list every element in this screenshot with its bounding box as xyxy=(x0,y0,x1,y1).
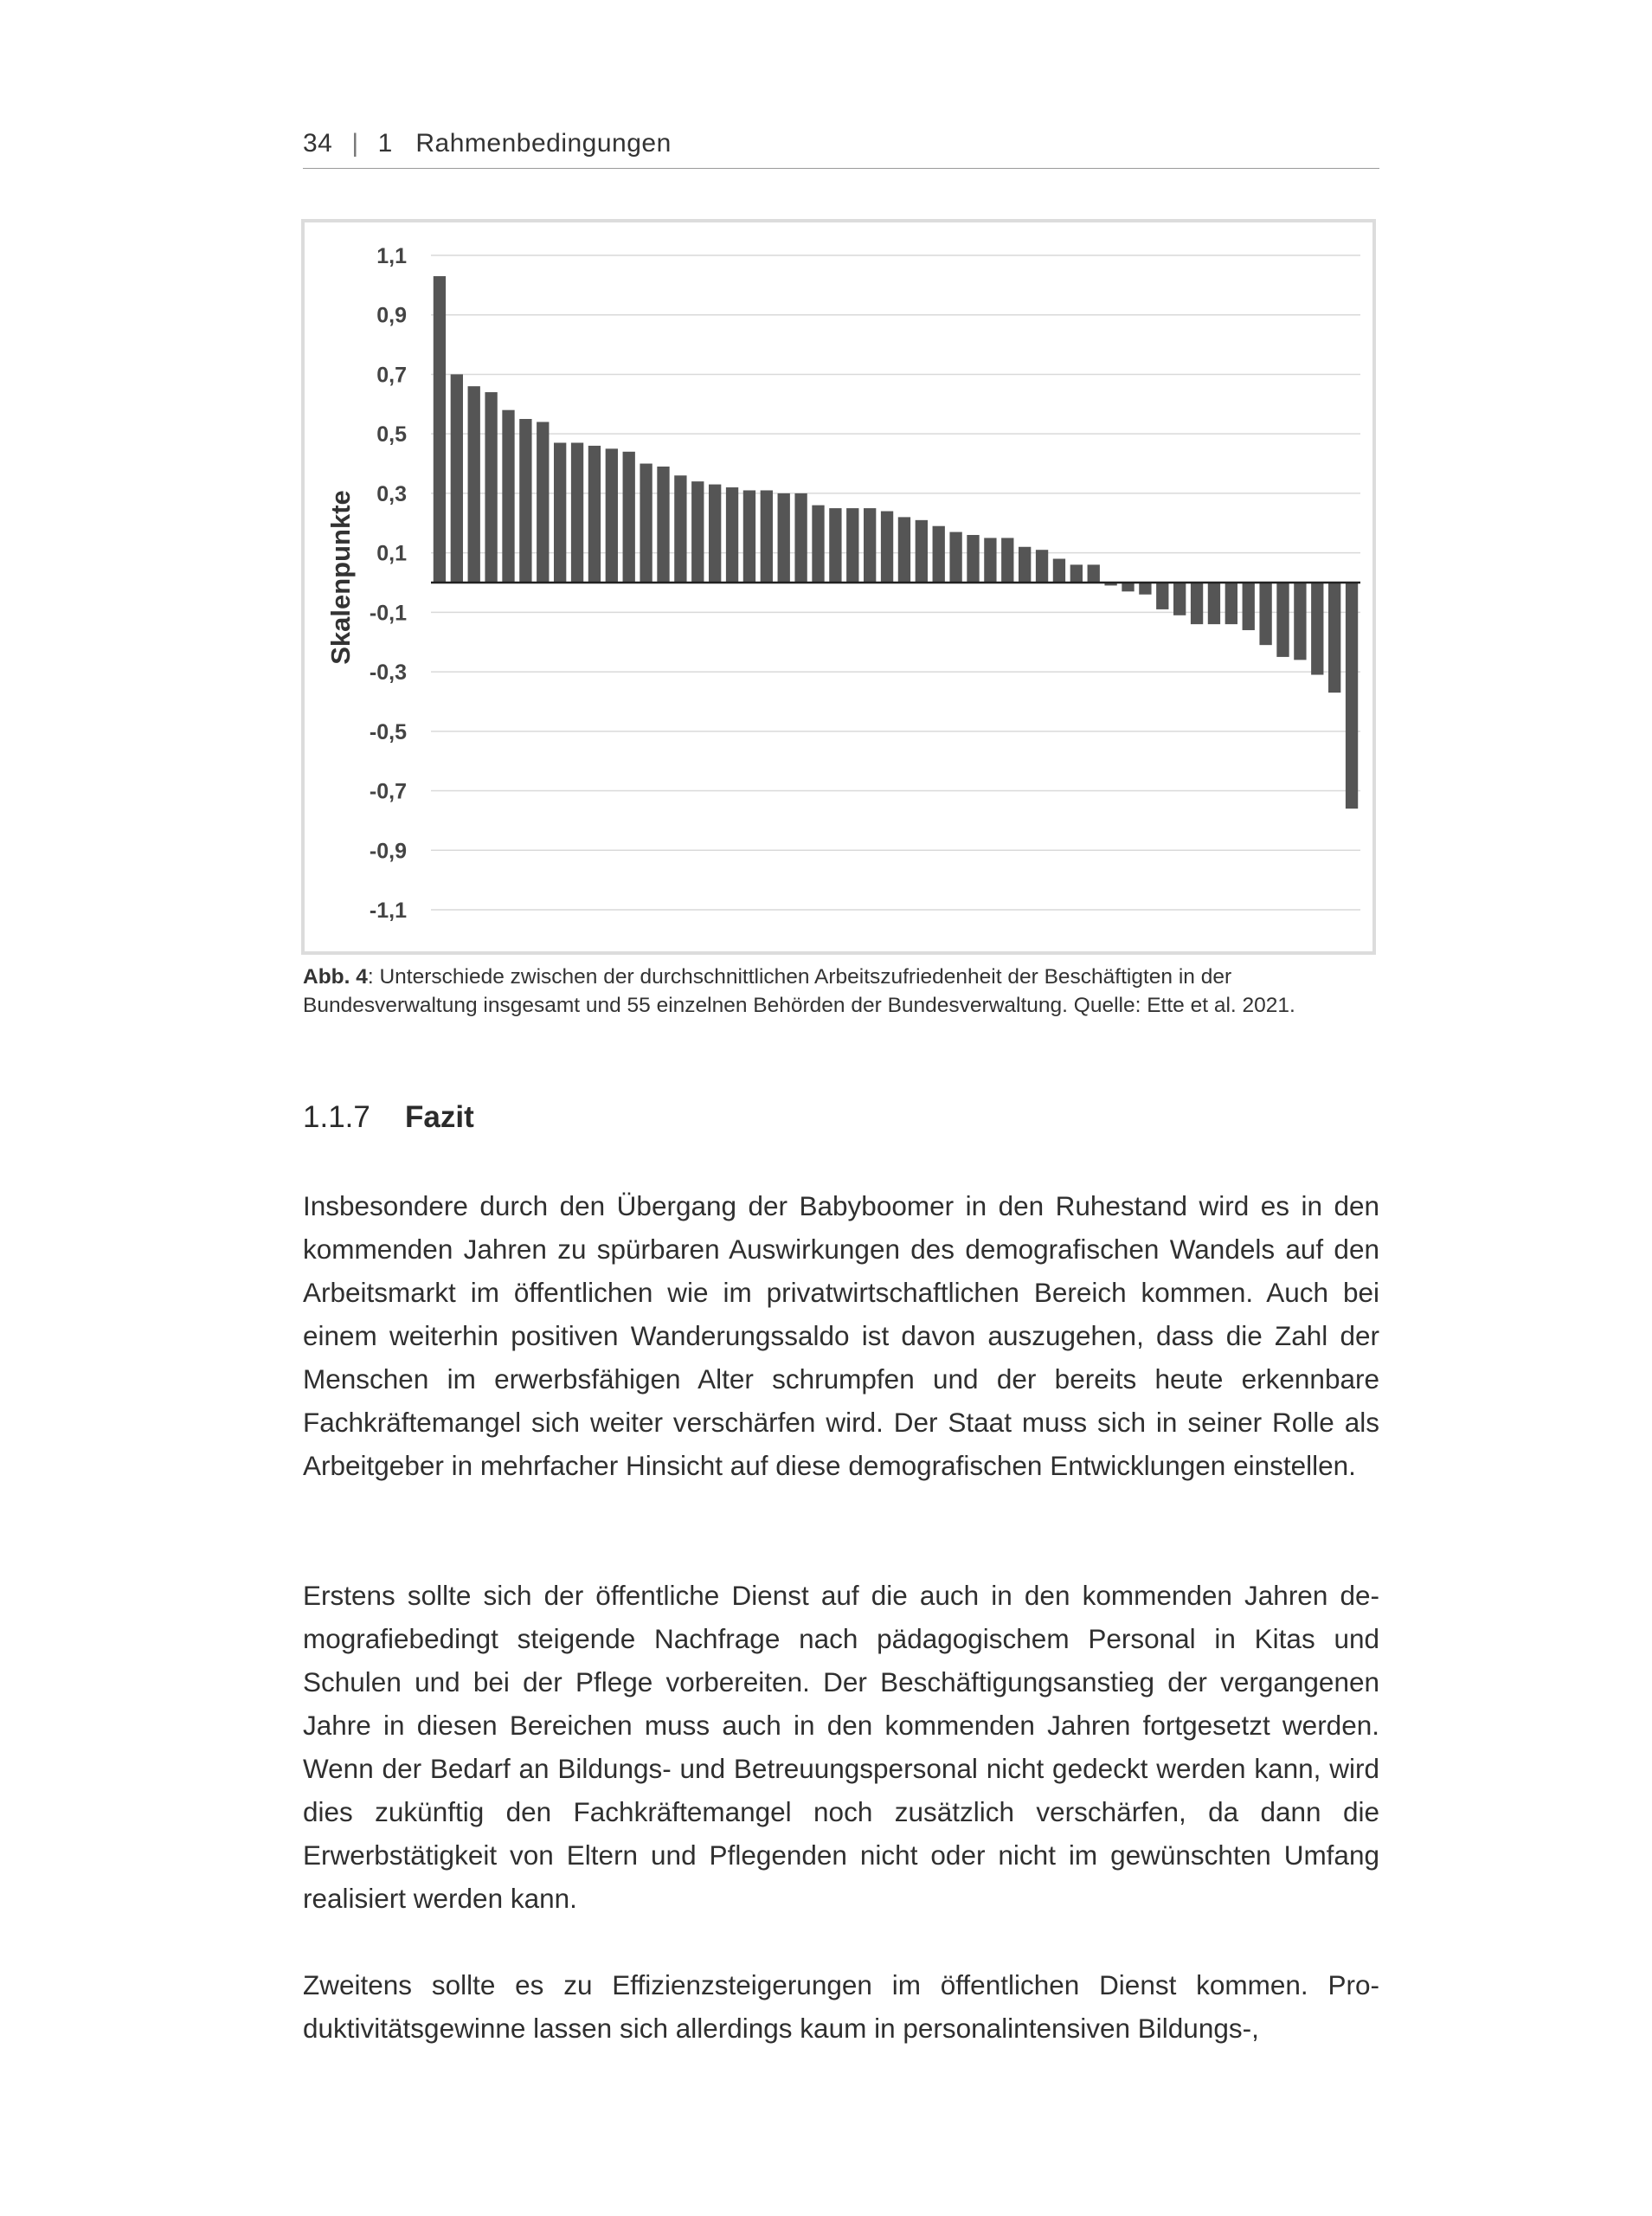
page-number: 34 xyxy=(303,129,333,158)
y-tick-label: -0,5 xyxy=(369,719,407,744)
bars xyxy=(434,276,1358,808)
bar xyxy=(1156,583,1168,609)
bar-chart xyxy=(305,222,1372,951)
section-heading xyxy=(303,1096,1379,1139)
bar xyxy=(1019,547,1031,583)
bar xyxy=(691,481,704,583)
bar xyxy=(571,442,583,583)
bar xyxy=(967,535,979,583)
bar xyxy=(984,538,996,583)
y-tick-label: 0,7 xyxy=(376,363,407,388)
y-axis-label: Skalenpunkte xyxy=(325,490,356,665)
y-tick-label: 0,5 xyxy=(376,422,407,448)
caption-text: : Unterschiede zwischen der durchschnittlichen Arbeitszufriedenheit der Beschäftigten in der Bundesverwaltung insgesamt und 55 einzelnen Behörden der Bundesverwaltung. Quelle: Ette et al. 2021. xyxy=(303,965,1295,1017)
y-tick-label: 0,1 xyxy=(376,541,407,566)
caption-label: Abb. 4 xyxy=(303,965,368,989)
figure-caption xyxy=(303,963,1379,1020)
bar xyxy=(554,442,566,583)
figure-chart xyxy=(301,219,1376,955)
bar xyxy=(502,410,514,583)
chapter-title: Rahmenbedingungen xyxy=(415,129,672,158)
bar xyxy=(778,493,790,583)
y-tick-label: 1,1 xyxy=(376,244,407,268)
bar xyxy=(674,475,686,583)
paragraph: Erstens sollte sich der öffentliche Dienst auf die auch in den kommenden Jahren demografiebedingt steigende Nachfrage nach pädagogischem Personal in Kitas und Schulen und bei der Pflege vorbereiten. Der Beschäftigungsanstieg der vergangenen Jahre in diesen Bereichen muss auch in den kommenden Jahren fortgesetzt werden. Wenn der Bedarf an Bildungs- und Betreuungspersonal nicht gedeckt werden kann, wird dies zukünftig den Fachkräftemangel noch zusätzlich verschärfen, da dann die Erwerbstätigkeit von Eltern und Pflegenden nicht oder nicht im gewünschten Umfang realisiert werden kann. xyxy=(303,1580,1379,1914)
bar xyxy=(743,490,755,583)
bar xyxy=(1311,583,1323,675)
bar xyxy=(1122,583,1134,591)
bar xyxy=(640,464,652,583)
bar xyxy=(537,422,549,583)
bar xyxy=(588,446,601,583)
bar xyxy=(1243,583,1255,630)
bar xyxy=(1001,538,1013,583)
bar xyxy=(829,508,841,583)
bar xyxy=(846,508,858,583)
y-tick-labels xyxy=(370,244,407,923)
bar xyxy=(1036,550,1048,583)
paragraph: Insbesondere durch den Übergang der Babyboomer in den Ruhestand wird es in den kommenden Jahren zu spürbaren Auswirkungen des demografischen Wandels auf den Arbeitsmarkt im öffentlichen wie im privatwirtschaftlichen Bereich kommen. Auch bei einem weiterhin positiven Wanderungssaldo ist davon auszugehen, dass die Zahl der Menschen im erwerbsfähigen Alter schrumpfen und der bereits heute erkennbare Fachkräftemangel sich weiter verschärfen wird. Der Staat muss sich in seiner Rolle als Arbeitgeber in mehrfacher Hinsicht auf diese demografischen Entwicklungen einstellen. xyxy=(303,1190,1379,1481)
y-tick-label: -0,1 xyxy=(369,601,407,626)
bar xyxy=(606,448,618,583)
bar xyxy=(434,276,446,583)
bar xyxy=(933,526,945,583)
bar xyxy=(623,452,635,583)
y-tick-label: -1,1 xyxy=(369,899,407,923)
header-separator: | xyxy=(351,129,359,158)
bar xyxy=(949,532,961,583)
bar xyxy=(468,386,480,583)
bar xyxy=(451,374,463,583)
bar xyxy=(864,508,876,583)
bar xyxy=(1139,583,1151,595)
bar xyxy=(1276,583,1289,657)
bar xyxy=(1208,583,1220,624)
bar xyxy=(812,506,824,583)
bar xyxy=(898,517,910,583)
bar xyxy=(485,392,497,583)
section-title: Fazit xyxy=(405,1100,474,1134)
paragraph: Zweitens sollte es zu Effizienzsteigerungen im öffentlichen Dienst kommen. Produktivitätsgewinne lassen sich allerdings kaum in personalintensiven Bildungs-, xyxy=(303,1969,1379,2044)
y-tick-label: 0,9 xyxy=(376,303,407,328)
bar xyxy=(1053,559,1065,583)
bar xyxy=(657,467,669,583)
running-head xyxy=(303,119,1379,169)
y-tick-label: -0,3 xyxy=(369,660,407,686)
bar xyxy=(1173,583,1186,615)
y-tick-label: -0,9 xyxy=(369,839,407,864)
y-tick-label: -0,7 xyxy=(369,779,407,804)
bar xyxy=(519,419,531,583)
bar xyxy=(1088,564,1100,583)
bar xyxy=(1346,583,1358,808)
y-tick-label: 0,3 xyxy=(376,481,407,506)
bar xyxy=(1070,564,1083,583)
bar xyxy=(1328,583,1340,692)
bar xyxy=(726,487,738,583)
bar xyxy=(1225,583,1237,624)
bar xyxy=(916,520,928,583)
bar xyxy=(1259,583,1271,645)
bar xyxy=(1191,583,1203,624)
chapter-number: 1 xyxy=(377,129,393,158)
bar xyxy=(794,493,807,583)
bar xyxy=(881,512,893,583)
bar xyxy=(1294,583,1306,660)
section-number: 1.1.7 xyxy=(303,1100,370,1134)
bar xyxy=(709,485,721,583)
bar xyxy=(761,490,773,583)
